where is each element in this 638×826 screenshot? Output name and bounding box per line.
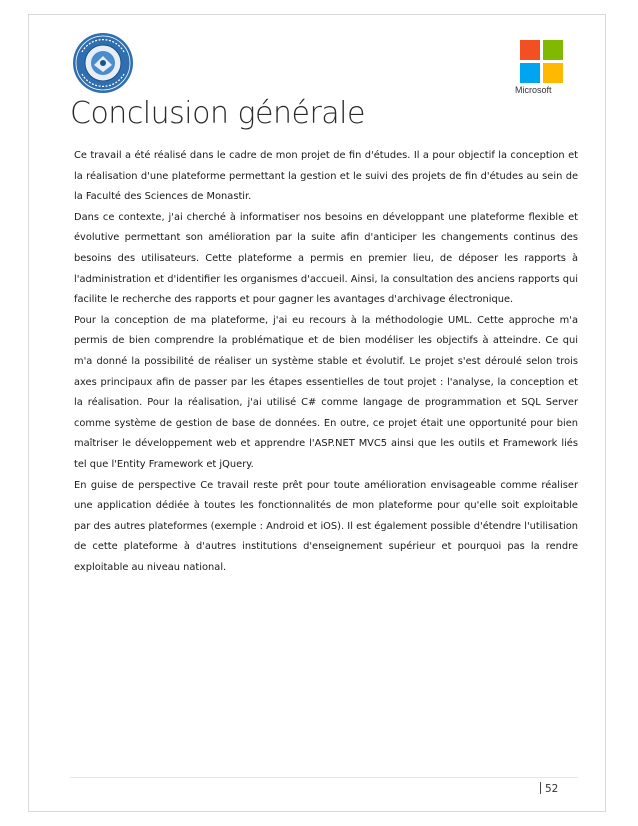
- footer-divider: [70, 777, 578, 778]
- page-number-value: 52: [545, 783, 559, 795]
- microsoft-blue-square: [520, 63, 540, 83]
- page-number: [540, 782, 558, 795]
- conclusion-body: [74, 146, 578, 578]
- microsoft-green-square: [543, 40, 563, 60]
- page-number-separator: [540, 782, 541, 794]
- microsoft-logo: [515, 40, 565, 95]
- microsoft-red-square: [520, 40, 540, 60]
- paragraph-1: Ce travail a été réalisé dans le cadre de mon projet de fin d'études. Il a pour objectif la conception et la réalisation d'une plateforme permettant la gestion et le suivi des projets de fin d'études au sein de la Faculté des Sciences de Monastir.: [74, 150, 578, 203]
- paragraph-3: Pour la conception de ma plateforme, j'ai eu recours à la méthodologie UML. Cette approche m'a permis de bien comprendre la problématique et de bien modéliser les objectifs à atteindre. Ce qui m'a donné la possibilité de réaliser un système stable et évolutif. Le projet s'est déroulé selon trois axes principaux afin de passer par les étapes essentielles de tout projet : l'analyse, la conception et la réalisation. Pour la réalisation, j'ai utilisé C# comme langage de programmation et SQL Server comme système de gestion de base de données. En outre, ce projet était une opportunité pour bien maîtriser le développement web et apprendre l'ASP.NET MVC5 ainsi que les outils et Framework liés tel que l'Entity Framework et jQuery.: [74, 314, 578, 470]
- page-title: Conclusion générale: [70, 96, 365, 131]
- paragraph-2: Dans ce contexte, j'ai cherché à informatiser nos besoins en développant une plateforme flexible et évolutive permettant son amélioration par la suite afin d'anticiper les changements continus des besoins des utilisateurs. Cette plateforme a permis en premier lieu, de déposer les rapports à l'administration et d'identifier les organismes d'accueil. Ainsi, la consultation des anciens rapports qui facilite le recherche des rapports et pour gagner les avantages d'archivage électronique.: [74, 211, 578, 306]
- microsoft-yellow-square: [543, 63, 563, 83]
- university-seal-icon: [72, 32, 134, 94]
- paragraph-4: En guise de perspective Ce travail reste prêt pour toute amélioration envisageable comme réaliser une application dédiée à toutes les fonctionnalités de mon plateforme pour qu'elle soit exploitable par des autres plateformes (exemple : Android et iOS). Il est également possible d'étendre l'utilisation de cette plateforme à d'autres institutions d'enseignement supérieur et pourquoi pas la rendre exploitable au niveau national.: [74, 479, 578, 573]
- microsoft-wordmark: Microsoft: [515, 85, 552, 95]
